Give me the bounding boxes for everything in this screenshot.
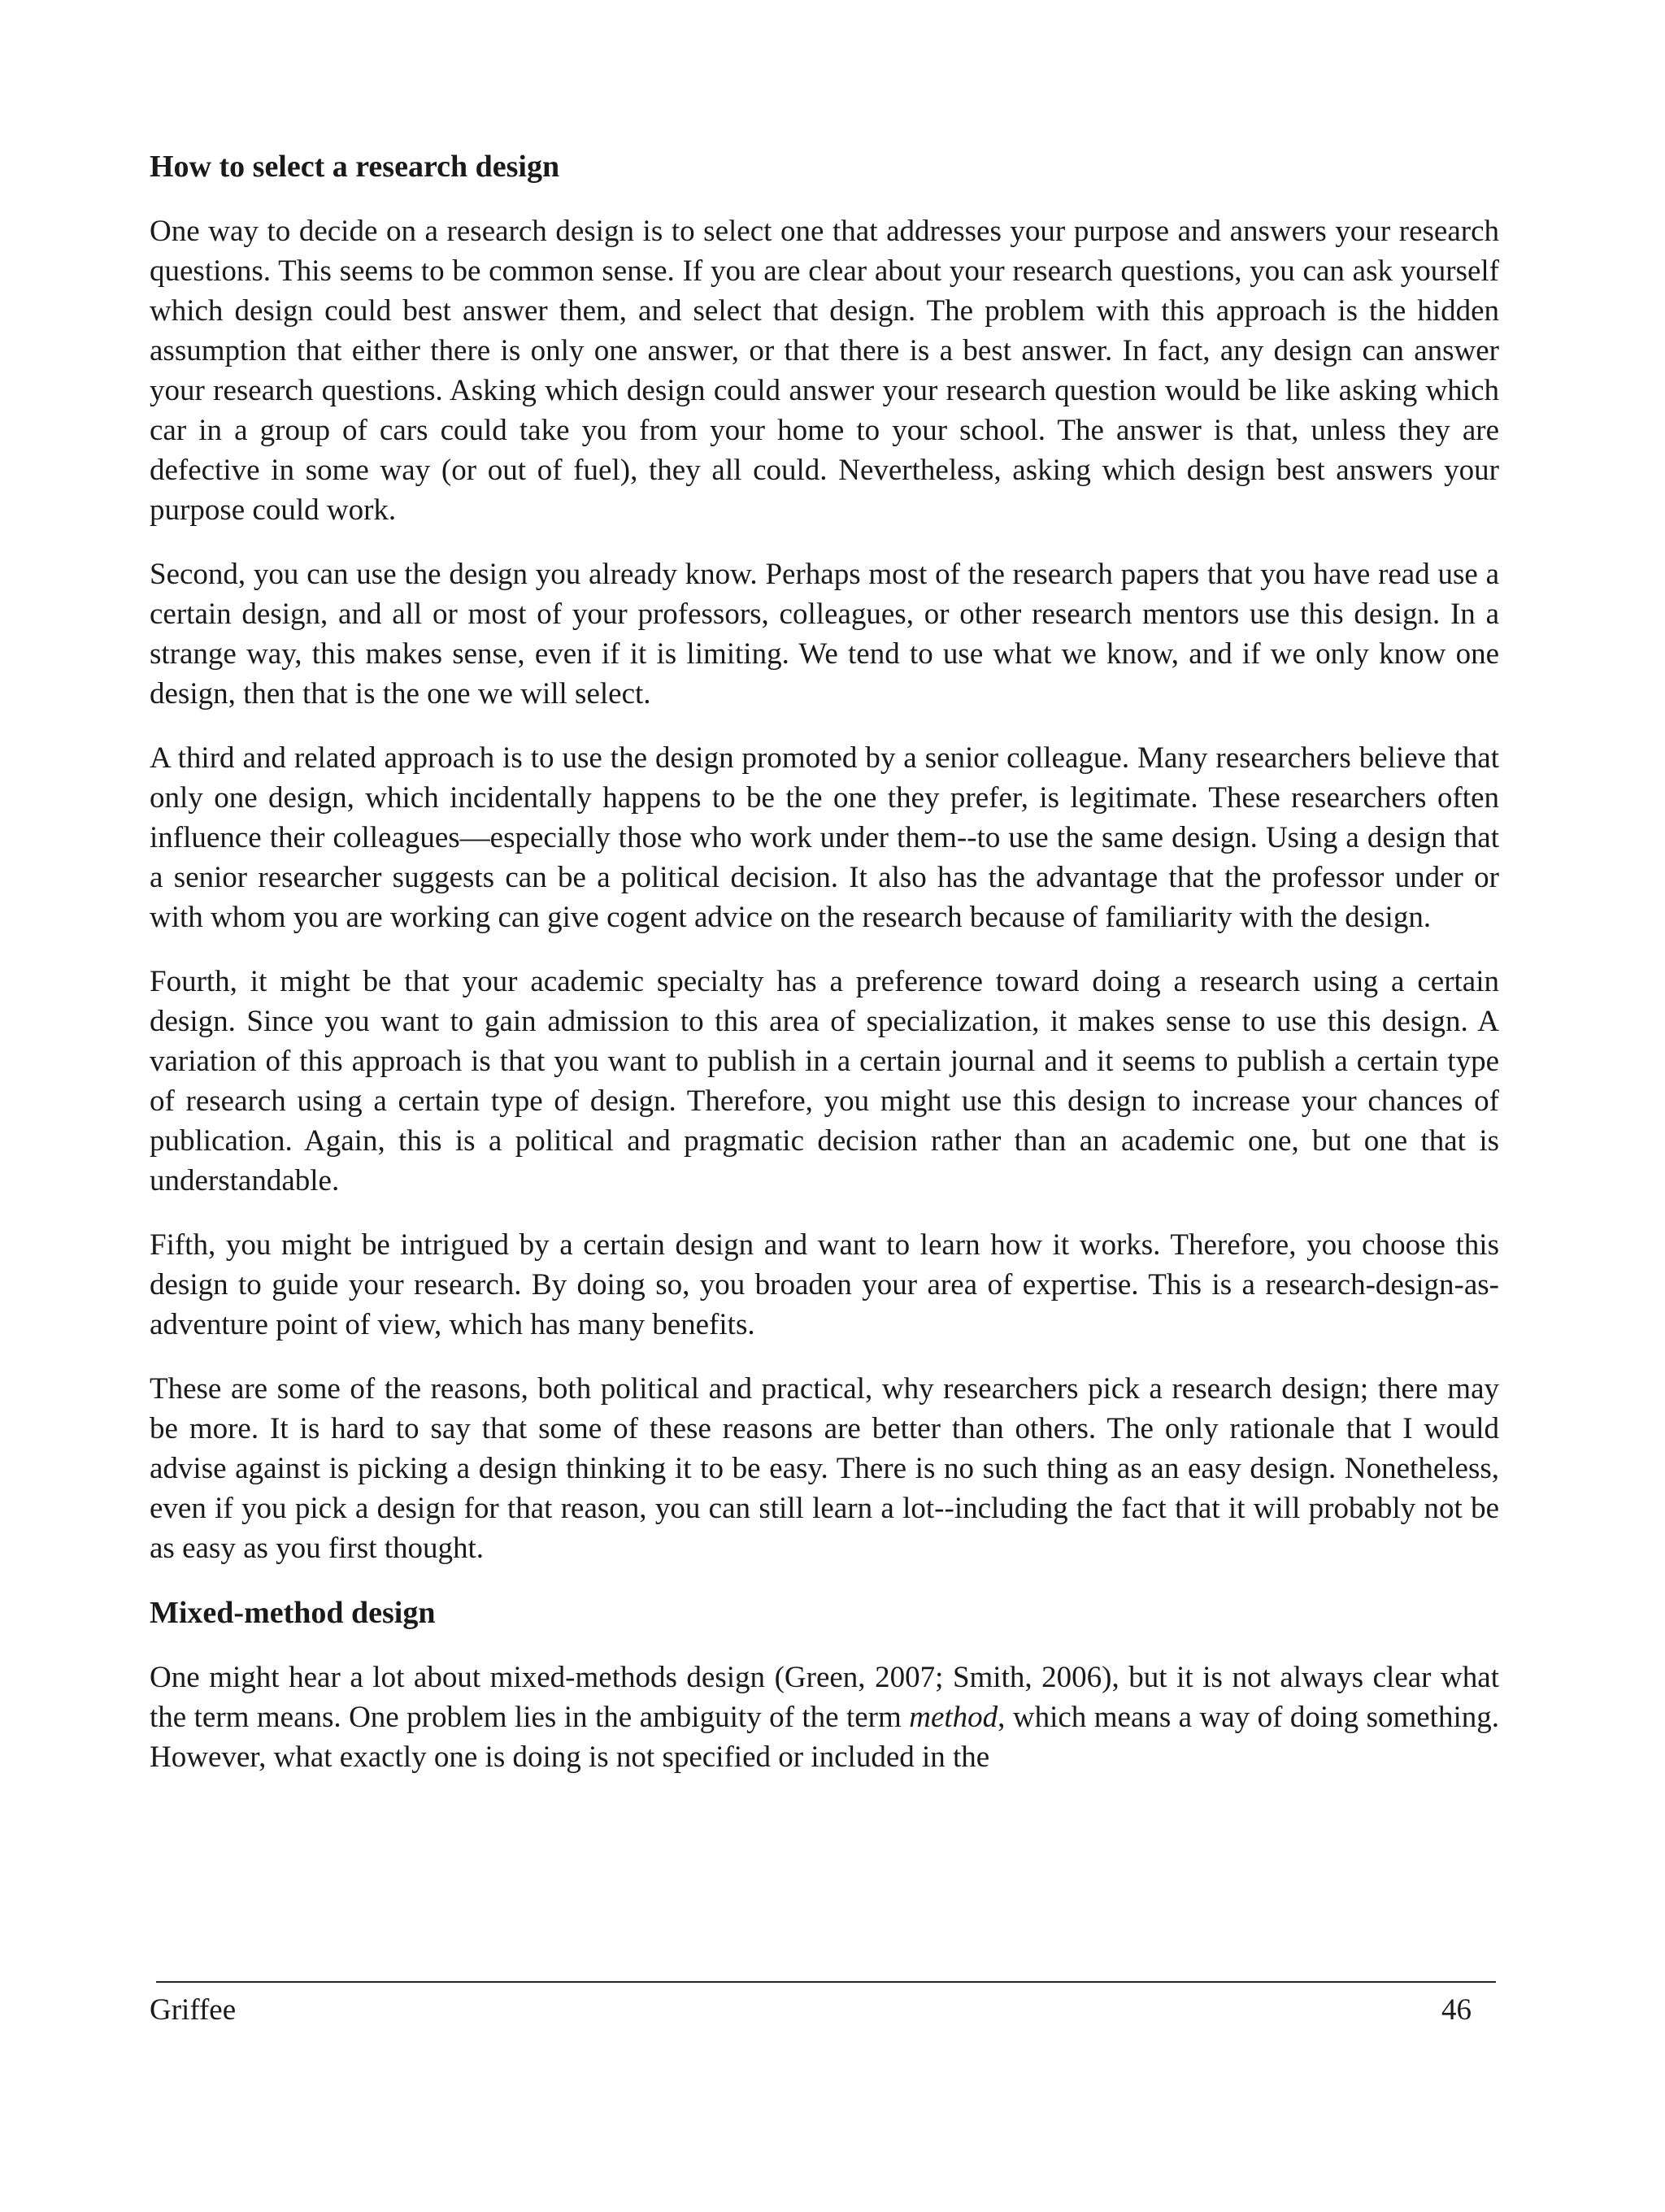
footer-divider (156, 1981, 1496, 1983)
paragraph: Second, you can use the design you already know. Perhaps most of the research papers that you have read use a certain design, and all or most of your professors, colleagues, or other research mentors use this design. In a strange way, this makes sense, even if it is limiting. We tend to use what we know, and if we only know one design, then that is the one we will select. (150, 558, 1499, 711)
page-number: 46 (1441, 1993, 1472, 2027)
section-heading-mixed-method: Mixed-method design (150, 1596, 436, 1630)
paragraph: One way to decide on a research design is to select one that addresses your purpose and answers your research questions. This seems to be common sense. If you are clear about your research questions, you can ask yourself which design could best answer them, and select that design. The problem with this approach is the hidden assumption that either there is only one answer, or that there is a best answer. In fact, any design can answer your research questions. Asking which design could answer your research question would be like asking which car in a group of cars could take you from your home to your school. The answer is that, unless they are defective in some way (or out of fuel), they all could. Nevertheless, asking which design best answers your purpose could work. (150, 215, 1499, 527)
text-run: , which means a way of doing something. However, what exactly one is doing is not specified or included in the (150, 1701, 1499, 1774)
paragraph: These are some of the reasons, both political and practical, why researchers pick a research design; there may be more. It is hard to say that some of these reasons are better than others. The only rationale that I would advise against is picking a design thinking it to be easy. There is no such thing as an easy design. Nonetheless, even if you pick a design for that reason, you can still learn a lot--including the fact that it will probably not be as easy as you first thought. (150, 1372, 1499, 1565)
page-body (150, 138, 1499, 1801)
section-heading-select-design: How to select a research design (150, 150, 560, 184)
paragraph: Fourth, it might be that your academic specialty has a preference toward doing a research using a certain design. Since you want to gain admission to this area of specialization, it makes sense to use this design. A variation of this approach is that you want to publish in a certain journal and it seems to publish a certain type of research using a certain type of design. Therefore, you might use this design to increase your chances of publication. Again, this is a political and pragmatic decision rather than an academic one, but one that is understandable. (150, 965, 1499, 1197)
italic-term: method (909, 1701, 998, 1734)
footer-author: Griffee (150, 1993, 237, 2027)
paragraph: Fifth, you might be intrigued by a certain design and want to learn how it works. Therefore, you choose this design to guide your research. By doing so, you broaden your area of expertise. This is a research-design-as-adventure point of view, which has many benefits. (150, 1228, 1499, 1341)
paragraph: A third and related approach is to use the design promoted by a senior colleague. Many researchers believe that only one design, which incidentally happens to be the one they prefer, is legitimate. These researchers often influence their colleagues—especially those who work under them--to use the same design. Using a design that a senior researcher suggests can be a political decision. It also has the advantage that the professor under or with whom you are working can give cogent advice on the research because of familiarity with the design. (150, 741, 1499, 934)
paragraph-mixed-method (150, 1658, 1499, 1777)
text-run: One might hear a lot about mixed-methods design (Green, 2007; Smith, 2006), but it is not always clear what the term means. One problem lies in the ambiguity of the term (150, 1661, 1499, 1734)
